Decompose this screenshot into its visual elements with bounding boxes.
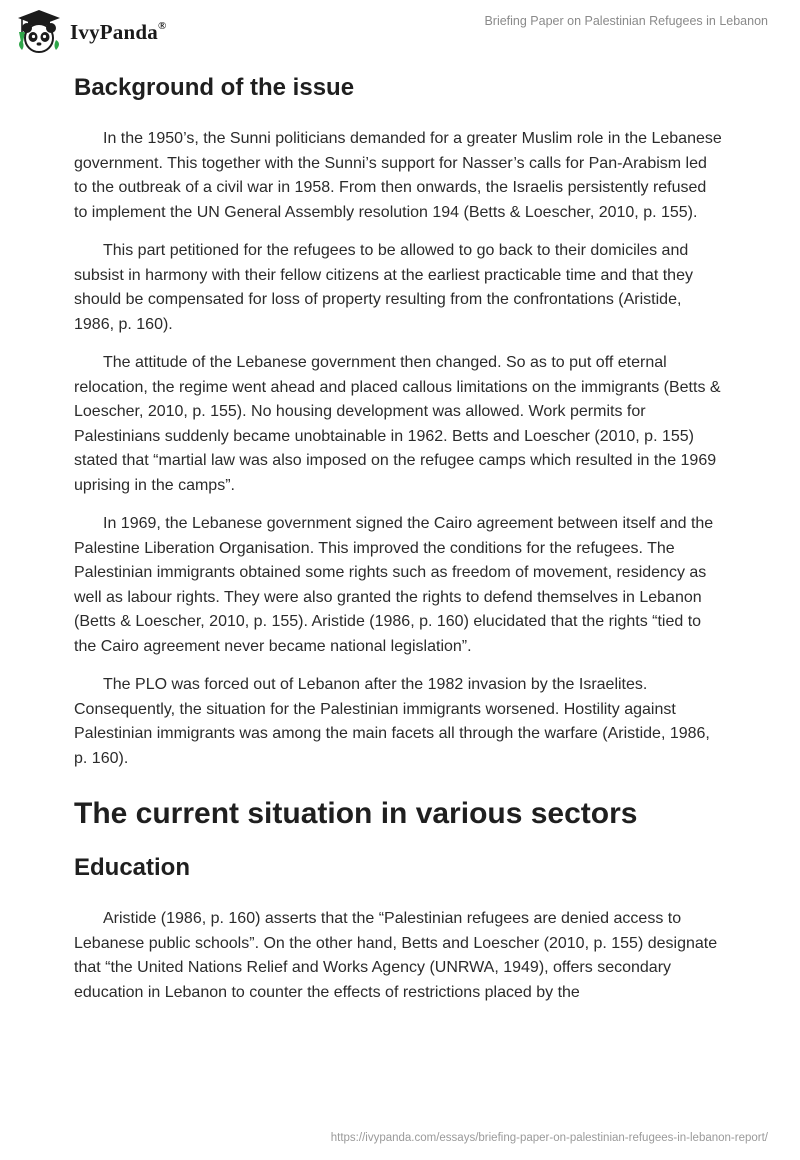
panda-mascot-icon <box>14 8 64 54</box>
paragraph: The PLO was forced out of Lebanon after the 1982 invasion by the Israelites. Consequently, the situation for the Palestinian immigrants worsened. Hostility against Palestinian immigrants was among the main facets all through the warfare (Aristide, 1986, p. 160). <box>74 676 710 767</box>
document-title: Briefing Paper on Palestinian Refugees in Lebanon <box>484 14 768 28</box>
paragraph: Aristide (1986, p. 160) asserts that the “Palestinian refugees are denied access to Lebanese public schools”. On the other hand, Betts and Loescher (2010, p. 155) designate that “the United Nations Relief and Works Agency (UNRWA, 1949), offers secondary education in Lebanon to counter the effects of restrictions placed by the <box>74 910 718 1001</box>
page-header <box>0 0 800 64</box>
heading-background: Background of the issue <box>74 74 355 101</box>
paragraph: In the 1950’s, the Sunni politicians demanded for a greater Muslim role in the Lebanese government. This together with the Sunni’s support for Nasser’s calls for Pan-Arabism led to the outbreak of a civil war in 1958. From then onwards, the Israelis persistently refused to implement the UN General Assembly resolution 194 (Betts & Loescher, 2010, p. 155). <box>74 130 722 221</box>
registered-mark: ® <box>157 19 167 32</box>
article-body <box>74 70 724 1005</box>
paragraph: The attitude of the Lebanese government then changed. So as to put off eternal relocation, the regime went ahead and placed callous limitations on the immigrants (Betts & Loescher, 2010, p. 155). No housing development was allowed. Work permits for Palestinians suddenly became unobtainable in 1962. Betts and Loescher (2010, p. 155) stated that “martial law was also imposed on the refugee camps which resulted in the 1969 uprising in the camps”. <box>74 354 721 494</box>
brand-name: IvyPanda® <box>70 19 167 44</box>
ivypanda-logo[interactable] <box>14 8 166 54</box>
heading-education: Education <box>74 854 191 881</box>
paragraph: This part petitioned for the refugees to be allowed to go back to their domiciles and subsist in harmony with their fellow citizens at the earliest practicable time and that they should be compensated for loss of property resulting from the confrontations (Aristide, 1986, p. 160). <box>74 242 693 333</box>
source-url[interactable]: https://ivypanda.com/essays/briefing-paper-on-palestinian-refugees-in-lebanon-report/ <box>330 1132 768 1144</box>
heading-current-situation: The current situation in various sectors <box>74 797 638 830</box>
paragraph: In 1969, the Lebanese government signed the Cairo agreement between itself and the Palestine Liberation Organisation. This improved the conditions for the refugees. The Palestinian immigrants obtained some rights such as freedom of movement, residency as well as labour rights. They were also granted the rights to defend themselves in Lebanon (Betts & Loescher, 2010, p. 155). Aristide (1986, p. 160) elucidated that the rights “tied to the Cairo agreement never became national legislation”. <box>74 515 714 655</box>
